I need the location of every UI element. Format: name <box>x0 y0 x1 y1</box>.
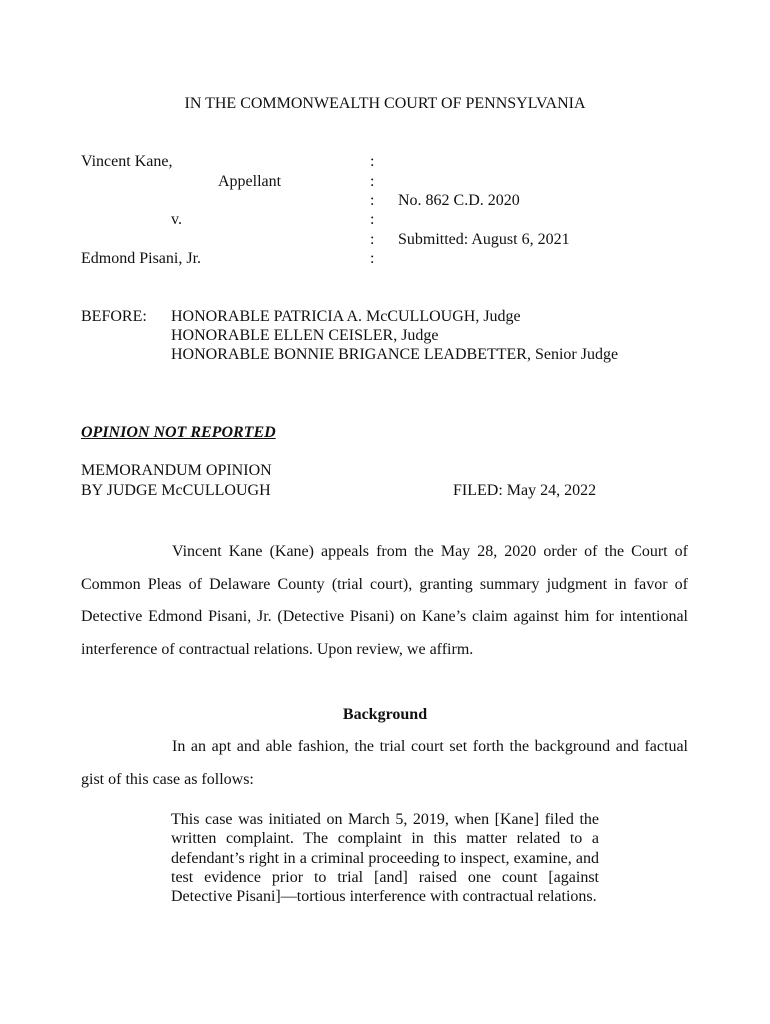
background-paragraph <box>81 731 688 796</box>
judge-line: HONORABLE PATRICIA A. McCULLOUGH, Judge <box>171 308 521 325</box>
memorandum-title: MEMORANDUM OPINION <box>81 462 272 479</box>
filed-date: FILED: May 24, 2022 <box>453 482 597 499</box>
judge-line: HONORABLE ELLEN CEISLER, Judge <box>171 327 439 344</box>
judge-line: HONORABLE BONNIE BRIGANCE LEADBETTER, Senior Judge <box>171 346 619 363</box>
background-heading: Background <box>342 706 428 723</box>
caption-colon: : <box>370 153 375 170</box>
caption-colon: : <box>370 231 375 248</box>
intro-paragraph-text: Vincent Kane (Kane) appeals from the May 28, 2020 order of the Court of Common Pleas of Delaware County (trial court), granting summary judgment in favor of Detective Edmond Pisani, Jr. (Detective Pisani) on Kane’s claim against him for intentional interference of contractual relations. Upon review, we affirm. <box>81 543 688 658</box>
appellant-name: Vincent Kane, <box>81 153 173 170</box>
submitted-date: Submitted: August 6, 2021 <box>398 231 570 248</box>
appellant-role: Appellant <box>218 173 282 190</box>
versus: v. <box>171 211 182 228</box>
caption-colon: : <box>370 173 375 190</box>
caption-colon: : <box>370 192 375 209</box>
block-quote: This case was initiated on March 5, 2019, when [Kane] filed the written complaint. The complaint in this matter related to a defendant’s right in a criminal proceeding to inspect, examine, and test evidence prior to trial [and] raised one count [against Detective Pisani]—tortious interference with contractual relations. <box>171 811 599 906</box>
docket-number: No. 862 C.D. 2020 <box>398 192 520 209</box>
background-paragraph-text: In an apt and able fashion, the trial court set forth the background and factual gist of this case as follows: <box>81 738 688 788</box>
caption-colon: : <box>370 250 375 267</box>
before-label: BEFORE: <box>81 308 147 325</box>
appellee-name: Edmond Pisani, Jr. <box>81 250 202 267</box>
intro-paragraph <box>81 536 688 666</box>
caption-colon: : <box>370 211 375 228</box>
court-title: IN THE COMMONWEALTH COURT OF PENNSYLVANIA <box>184 95 586 112</box>
opinion-status: OPINION NOT REPORTED <box>81 424 276 441</box>
memorandum-author: BY JUDGE McCULLOUGH <box>81 482 271 499</box>
